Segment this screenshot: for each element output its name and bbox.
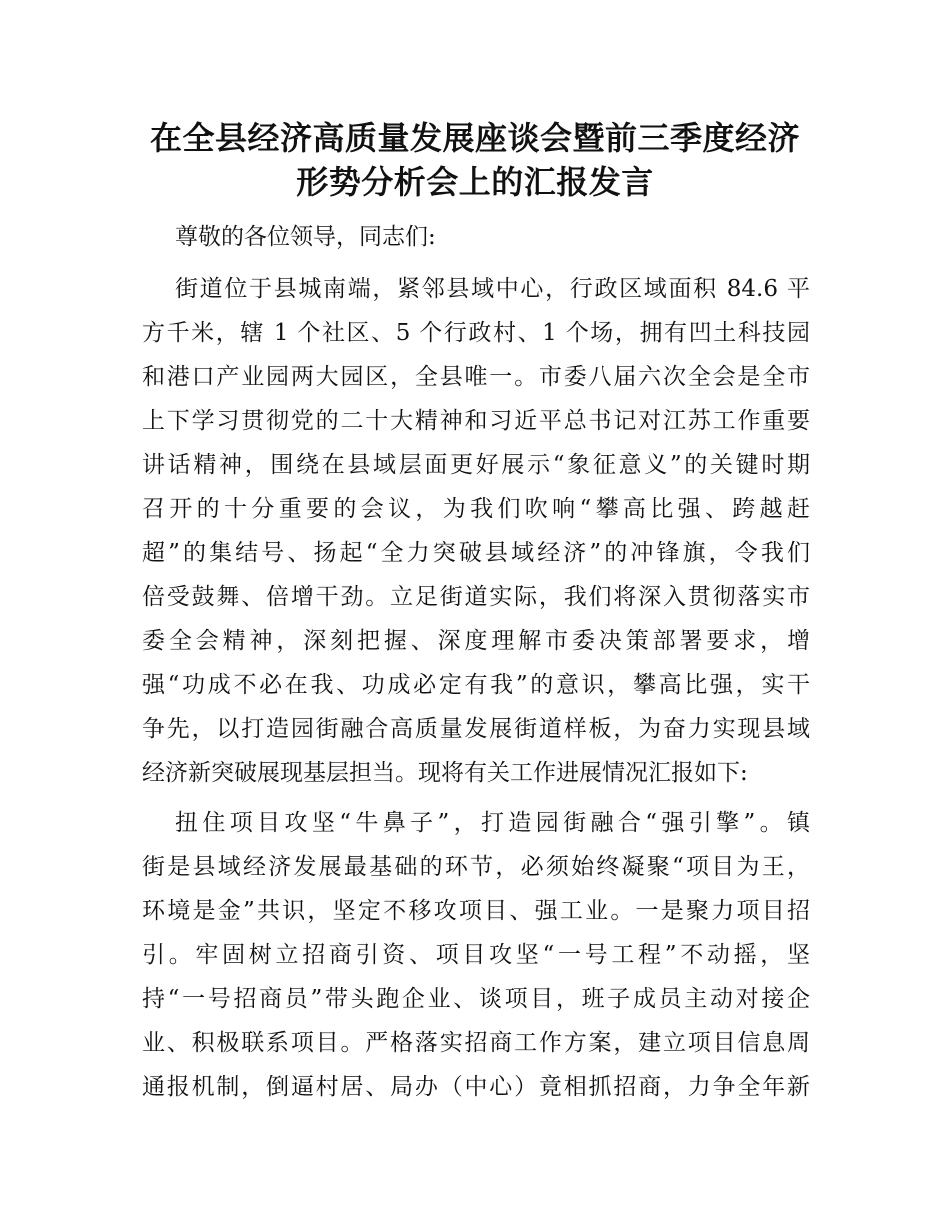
greeting: 尊敬的各位领导，同志们:	[175, 224, 436, 250]
paragraph-2-line: 通报机制，倒逼村居、局办（中心）竟相抓招商，力争全年新	[142, 1074, 810, 1100]
paragraph-2-line: 引。牢固树立招商引资、项目攻坚“一号工程”不动摇，坚	[142, 942, 810, 968]
paragraph-1-line: 经济新突破展现基层担当。现将有关工作进展情况汇报如下:	[142, 760, 748, 786]
paragraph-1-line: 争先，以打造园街融合高质量发展街道样板，为奋力实现县域	[142, 716, 810, 742]
document-title-line-2: 形势分析会上的汇报发言	[296, 163, 654, 201]
paragraph-1-line: 召开的十分重要的会议，为我们吹响“攀高比强、跨越赶	[142, 496, 810, 522]
paragraph-1-line: 倍受鼓舞、倍增干劲。立足街道实际，我们将深入贯彻落实市	[142, 584, 810, 610]
paragraph-1-line: 强“功成不必在我、功成必定有我”的意识，攀高比强，实干	[142, 672, 810, 698]
document-title-line-1: 在全县经济高质量发展座谈会暨前三季度经济	[149, 119, 800, 157]
paragraph-1-line: 街道位于县城南端，紧邻县域中心，行政区域面积 84.6 平	[175, 276, 810, 302]
paragraph-1-line: 和港口产业园两大园区，全县唯一。市委八届六次全会是全市	[142, 364, 810, 390]
paragraph-2-line: 扭住项目攻坚“牛鼻子”，打造园街融合“强引擎”。镇	[175, 810, 810, 836]
paragraph-1-line: 超”的集结号、扬起“全力突破县域经济”的冲锋旗，令我们	[142, 540, 810, 566]
paragraph-2-line: 持“一号招商员”带头跑企业、谈项目，班子成员主动对接企	[142, 986, 810, 1012]
paragraph-1-line: 委全会精神，深刻把握、深度理解市委决策部署要求，增	[142, 628, 810, 654]
paragraph-1-line: 上下学习贯彻党的二十大精神和习近平总书记对江苏工作重要	[142, 408, 810, 434]
paragraph-1-line: 方千米，辖 1 个社区、5 个行政村、1 个场，拥有凹土科技园	[142, 320, 810, 346]
paragraph-2-line: 街是县域经济发展最基础的环节，必须始终凝聚“项目为王，	[142, 854, 810, 880]
paragraph-1-line: 讲话精神，围绕在县域层面更好展示“象征意义”的关键时期	[142, 452, 810, 478]
paragraph-2-line: 业、积极联系项目。严格落实招商工作方案，建立项目信息周	[142, 1030, 810, 1056]
paragraph-2-line: 环境是金”共识，坚定不移攻项目、强工业。一是聚力项目招	[142, 898, 810, 924]
